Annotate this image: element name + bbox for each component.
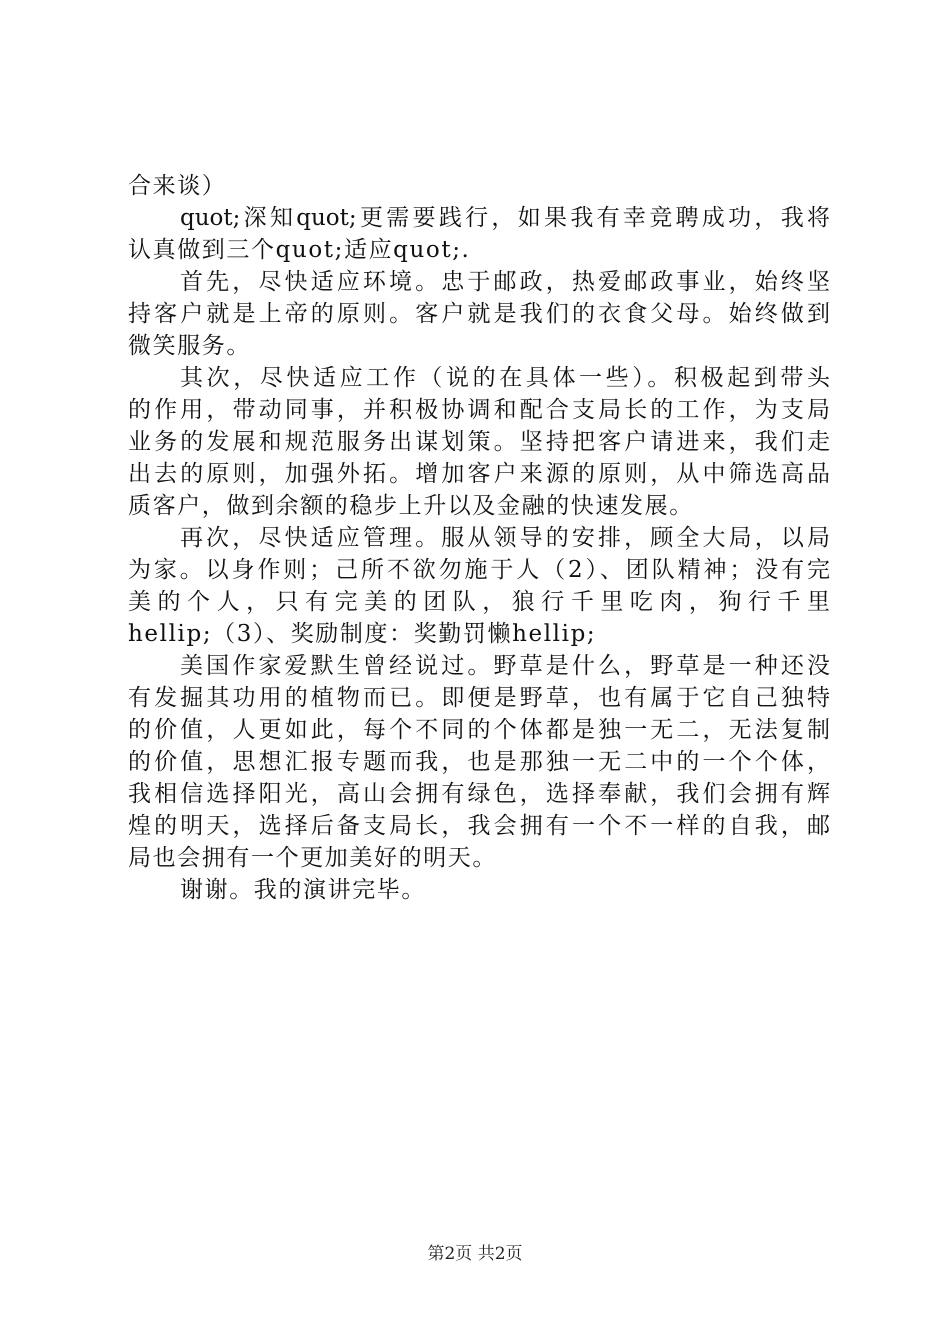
document-body xyxy=(128,170,830,906)
text-line: quot;深知quot;更需要践行，如果我有幸竞聘成功，我将 xyxy=(180,205,830,231)
text-line: 再次，尽快适应管理。服从领导的安排，顾全大局，以局 xyxy=(180,525,830,551)
text-line: 持客户就是上帝的原则。客户就是我们的衣食父母。始终做到 xyxy=(128,301,830,327)
text-line: 美的个人，只有完美的团队，狼行千里吃肉，狗行千里 xyxy=(128,589,830,615)
text-line: 为家。以身作则；己所不欲勿施于人（2）、团队精神；没有完 xyxy=(128,557,830,583)
text-line: 的价值，人更如此，每个不同的个体都是独一无二，无法复制 xyxy=(128,717,830,743)
text-line: 的作用，带动同事，并积极协调和配合支局长的工作，为支局 xyxy=(128,397,830,423)
text-line: 质客户，做到余额的稳步上升以及金融的快速发展。 xyxy=(128,493,694,519)
text-line: 局也会拥有一个更加美好的明天。 xyxy=(128,845,497,871)
text-line: 首先，尽快适应环境。忠于邮政，热爱邮政事业，始终坚 xyxy=(180,269,830,295)
page-footer: 第2页 共2页 xyxy=(427,1244,523,1264)
text-line: hellip;（3）、奖励制度：奖勤罚懒hellip; xyxy=(128,621,597,647)
text-line: 煌的明天，选择后备支局长，我会拥有一个不一样的自我，邮 xyxy=(128,813,830,839)
text-line: 微笑服务。 xyxy=(128,333,251,359)
text-line: 其次，尽快适应工作（说的在具体一些）。积极起到带头 xyxy=(180,365,830,391)
text-line: 业务的发展和规范服务出谋划策。坚持把客户请进来，我们走 xyxy=(128,429,830,455)
text-line: 谢谢。我的演讲完毕。 xyxy=(180,877,426,903)
text-line: 出去的原则，加强外拓。增加客户来源的原则，从中筛选高品 xyxy=(128,461,830,487)
text-line: 美国作家爱默生曾经说过。野草是什么，野草是一种还没 xyxy=(180,653,830,679)
text-line: 认真做到三个quot;适应quot;. xyxy=(128,237,471,263)
text-line: 的价值，思想汇报专题而我，也是那独一无二中的一个个体， xyxy=(128,749,830,775)
text-line: 合来谈） xyxy=(128,173,227,199)
text-line: 有发掘其功用的植物而已。即便是野草，也有属于它自己独特 xyxy=(128,685,830,711)
text-line: 我相信选择阳光，高山会拥有绿色，选择奉献，我们会拥有辉 xyxy=(128,781,830,807)
